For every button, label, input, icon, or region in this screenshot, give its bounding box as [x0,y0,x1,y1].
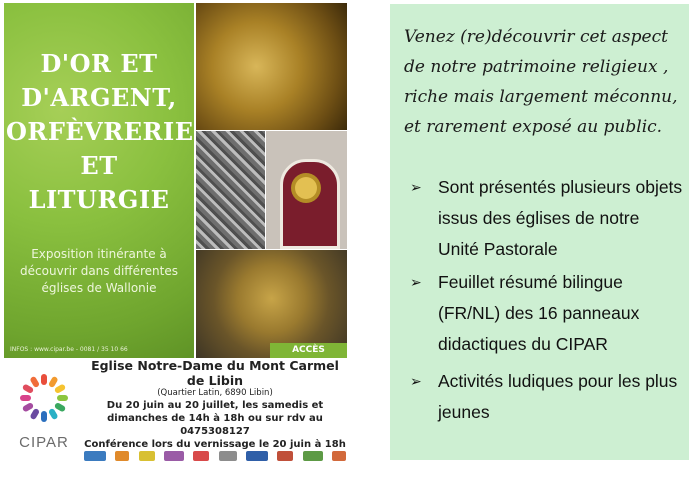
monstrance-icon [295,177,317,199]
gold-plate-photo [196,250,347,358]
event-address: (Quartier Latin, 6890 Libin) [157,388,273,398]
partner-logos [84,448,346,464]
partner-logo [246,451,268,461]
bullet-text: Sont présentés plusieurs objets issus des églises de notre Unité Pastorale [438,177,683,259]
cipar-logo-icon [14,368,74,428]
title-line: D'OR ET [40,49,158,78]
info-panel [390,4,689,460]
event-place: Eglise Notre-Dame du Mont Carmel de Libin [91,358,339,388]
partner-logo [193,451,209,461]
gold-relief-photo [196,3,347,130]
arrow-bullet-icon: ➢ [410,179,422,195]
event-dates: Du 20 juin au 20 juillet, les samedis et dimanches de 14h à 18h ou sur rdv au 0475308127 [106,400,324,437]
infos-text: INFOS : www.cipar.be - 0081 / 35 10 66 [10,346,128,353]
partner-logo [164,451,184,461]
partner-logo [84,451,106,461]
title-line: ORFÈVRERIE [6,117,194,146]
partner-logo [332,451,346,461]
poster [4,3,347,358]
title-line: ET LITURGIE [28,151,170,214]
logo-text: CIPAR [19,434,69,451]
exhibition-text: Exposition itinérante à découvrir dans différentes églises de Wallonie [20,247,178,295]
monstrance-photo [266,131,347,249]
event-conference: Conférence lors du vernissage le 20 juin à 18h [84,439,346,450]
free-access-badge: ACCÈS [270,343,347,358]
title-line: D'ARGENT, [21,83,177,112]
partner-logo [139,451,155,461]
poster-title [6,47,192,217]
arrow-bullet-icon: ➢ [410,373,422,389]
bullet-text: Activités ludiques pour les plus jeunes [438,371,678,422]
intro-text: Venez (re)découvrir cet aspect de notre patrimoine religieux , riche mais largement méconnu, et rarement exposé au public. [404,27,678,137]
partner-logo [277,451,293,461]
partner-logo [303,451,323,461]
poster-green-panel [4,3,194,358]
niche-shape [280,159,340,249]
silver-ornament-photo [196,131,265,249]
bullet-text: Feuillet résumé bilingue (FR/NL) des 16 panneaux didactiques du CIPAR [438,272,640,354]
arrow-bullet-icon: ➢ [410,274,422,290]
event-info [84,358,346,451]
partner-logo [115,451,129,461]
partner-logo [219,451,237,461]
cipar-logo [14,368,74,452]
